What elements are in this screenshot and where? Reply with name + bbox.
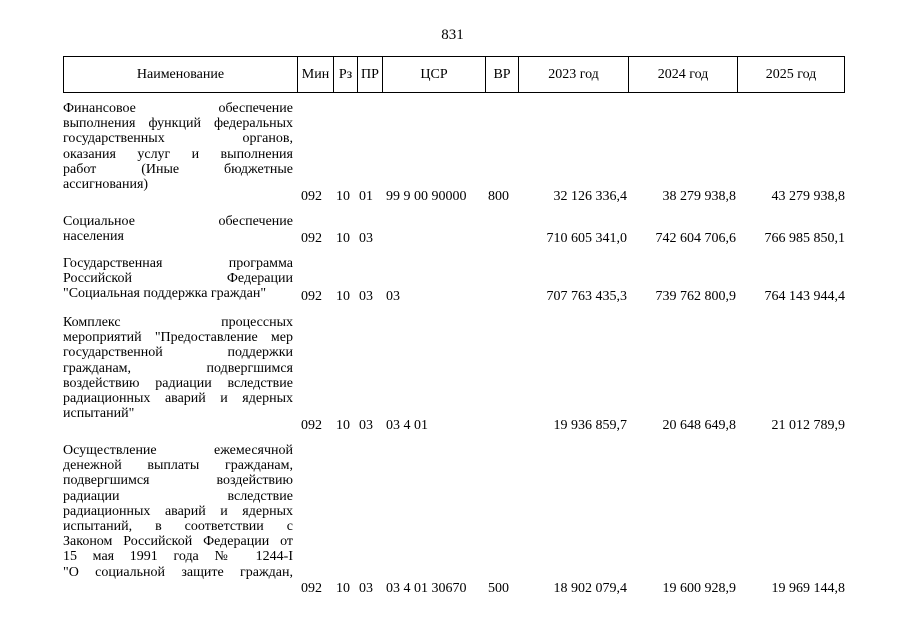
row-name: Осуществление ежемесячной денежной выплаты гражданам, подвергшимся воздействию радиации вследствие радиационных аварий и ядерных испытаний, в соответствии с Законом Российской Федерации от 15 мая 1991 года № 1244-I "О социальной защите граждан, [63,443,293,580]
table-row [63,256,845,304]
cell-2024: 19 600 928,9 [662,581,736,596]
cell-pr: 03 [359,418,373,433]
header-pr: ПР [358,57,383,92]
cell-pr: 03 [359,231,373,246]
cell-2025: 43 279 938,8 [771,189,845,204]
cell-min: 092 [301,189,322,204]
cell-2025: 21 012 789,9 [771,418,845,433]
cell-pr: 03 [359,289,373,304]
cell-2025: 764 143 944,4 [764,289,845,304]
cell-csr: 03 [386,289,400,304]
cell-rz: 10 [336,418,350,433]
row-name: Комплекс процессных мероприятий "Предоставление мер государственной поддержки гражданам, подвергшимся воздействию радиации вследствие радиационных аварий и ядерных испытаний" [63,315,293,422]
cell-rz: 10 [336,189,350,204]
cell-2025: 19 969 144,8 [771,581,845,596]
cell-vr: 800 [488,189,509,204]
cell-min: 092 [301,581,322,596]
cell-min: 092 [301,289,322,304]
cell-2024: 38 279 938,8 [662,189,736,204]
cell-2023: 707 763 435,3 [546,289,627,304]
cell-2023: 19 936 859,7 [553,418,627,433]
cell-2024: 20 648 649,8 [662,418,736,433]
row-name: Государственная программа Российской Федерации "Социальная поддержка граждан" [63,256,293,302]
cell-2024: 742 604 706,6 [655,231,736,246]
row-name: Финансовое обеспечение выполнения функций федеральных государственных органов, оказания услуг и выполнения работ (Иные бюджетные ассигнования) [63,101,293,192]
table-row [63,443,845,596]
header-2023: 2023 год [519,57,629,92]
page-number: 831 [441,27,464,43]
cell-rz: 10 [336,581,350,596]
cell-2023: 18 902 079,4 [553,581,627,596]
cell-min: 092 [301,418,322,433]
header-min: Мин [298,57,334,92]
header-vr: ВР [486,57,519,92]
cell-pr: 03 [359,581,373,596]
cell-2023: 710 605 341,0 [546,231,627,246]
row-name: Социальное обеспечение населения [63,214,293,245]
cell-2024: 739 762 800,9 [655,289,736,304]
table-row [63,101,845,204]
cell-min: 092 [301,231,322,246]
cell-rz: 10 [336,289,350,304]
header-2025: 2025 год [765,67,817,82]
header-name: Наименование [64,57,298,92]
cell-2023: 32 126 336,4 [553,189,627,204]
cell-csr: 99 9 00 90000 [386,189,467,204]
cell-pr: 01 [359,189,373,204]
table-header [63,56,845,93]
cell-csr: 03 4 01 [386,418,428,433]
header-rz: Рз [334,57,358,92]
table-row [63,214,845,246]
table-row [63,315,845,433]
cell-csr: 03 4 01 30670 [386,581,467,596]
cell-rz: 10 [336,231,350,246]
cell-vr: 500 [488,581,509,596]
header-csr: ЦСР [383,57,486,92]
cell-2025: 766 985 850,1 [764,231,845,246]
header-2024: 2024 год [629,57,738,92]
